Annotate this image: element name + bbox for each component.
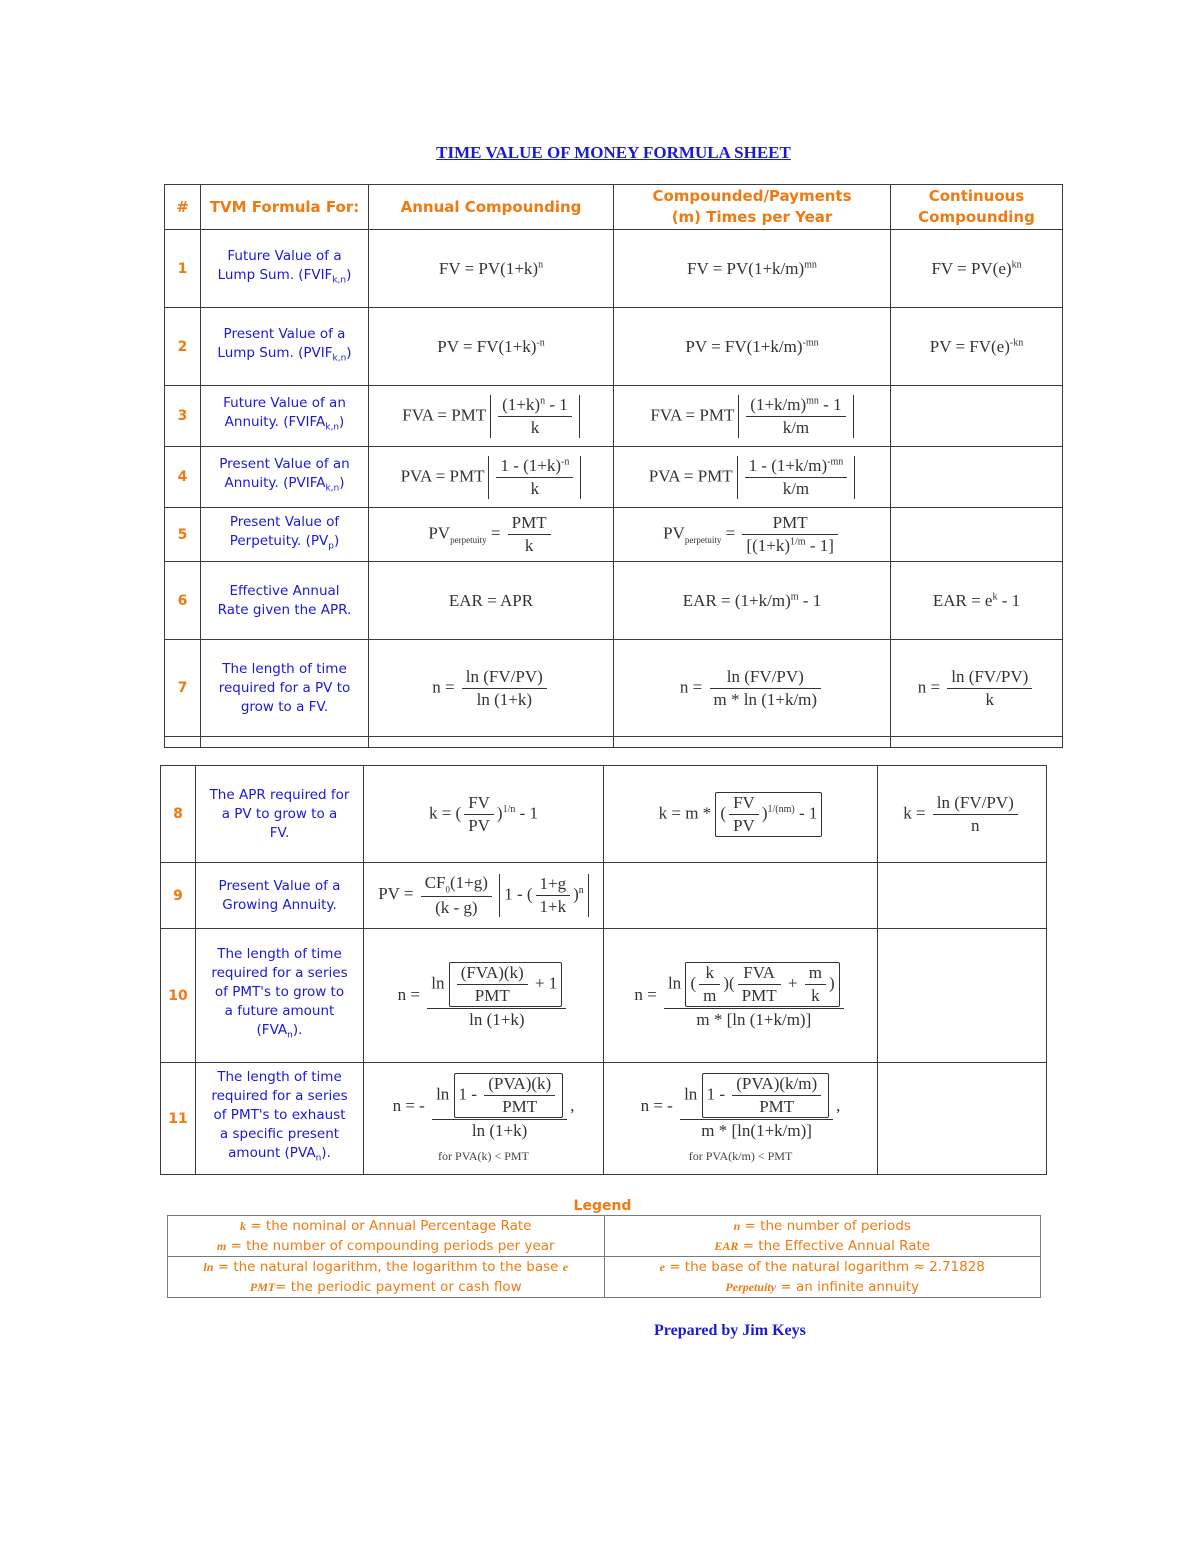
header-continuous: Continuous Compounding xyxy=(891,185,1063,230)
row-description: Present Value of a Growing Annuity. xyxy=(196,863,364,929)
legend-cell-k-m: k = the nominal or Annual Percentage Rate m = the number of compounding periods per year xyxy=(168,1216,605,1257)
table-row xyxy=(165,562,1063,640)
formula-annual: k = ( $\frac{FV}{PV}$ )$^{1/n}$ - 1 xyxy=(364,766,604,863)
formula-annual: PV = $\frac{CF_0(1+g)}{(k - g)}$ 1 - ( $\frac{1+g}{1+k}$ )$^n$ xyxy=(364,863,604,929)
row-description: Present Value of an Annuity. $(PVIFA_{k,n})$ xyxy=(201,447,369,508)
formula-m-times-empty xyxy=(604,863,878,929)
row-description: The length of time required for a PV to grow to a FV. xyxy=(201,640,369,737)
legend-cell-ln-pmt: ln = the natural logarithm, the logarithm to the base e PMT= the periodic payment or cash flow xyxy=(168,1257,605,1298)
row-description: Future Value of a Lump Sum. $(FVIF_{k,n})$ xyxy=(201,230,369,308)
formula-continuous-empty xyxy=(878,863,1047,929)
row-description: Present Value of Perpetuity. $(PV_p)$ xyxy=(201,508,369,562)
formula-m-times: n = ln ( $\frac{k}{m}$ )( $\frac{\text{FVA}}{\text{PMT}}$ + $\frac{m}{k}$ ) m * [ln (1+k/m)] xyxy=(604,929,878,1063)
formula-continuous-empty xyxy=(891,386,1063,447)
row-number: 1 xyxy=(165,230,201,308)
formula-annual: PV = $FV(1+k)^{-n}$ xyxy=(369,308,614,386)
row-description: Future Value of an Annuity. $(FVIFA_{k,n})$ xyxy=(201,386,369,447)
row-number: 10 xyxy=(161,929,196,1063)
row-number: 5 xyxy=(165,508,201,562)
row-number: 4 xyxy=(165,447,201,508)
header-m-times: Compounded/Payments (m) Times per Year xyxy=(614,185,891,230)
row-description: The length of time required for a series of PMT's to grow to a future amount $(FVA_n)$. xyxy=(196,929,364,1063)
table-row xyxy=(165,508,1063,562)
formula-m-times: FVA = PMT $\frac{(1+k/m)^{mn} - 1}{k/m}$ xyxy=(614,386,891,447)
formula-annual: FV = $PV(1+k)^n$ xyxy=(369,230,614,308)
table-row xyxy=(165,386,1063,447)
formula-continuous-empty xyxy=(878,929,1047,1063)
formula-annual: n = - ln 1 - $\frac{\text{(PVA)(k)}}{\text{PMT}}$ ln (1+k) , for PVA(k) < PMT xyxy=(364,1063,604,1175)
condition-annual: for PVA(k) < PMT xyxy=(438,1149,529,1163)
row-description: Effective Annual Rate given the APR. xyxy=(201,562,369,640)
row-number: 2 xyxy=(165,308,201,386)
formula-table-top xyxy=(164,184,1063,748)
formula-annual: EAR = APR xyxy=(369,562,614,640)
table-row xyxy=(165,640,1063,737)
legend-cell-n-ear: n = the number of periods EAR = the Effective Annual Rate xyxy=(604,1216,1041,1257)
row-number: 9 xyxy=(161,863,196,929)
formula-m-times: PV = $FV(1+k/m)^{-mn}$ xyxy=(614,308,891,386)
row-description: Present Value of a Lump Sum. $(PVIF_{k,n})$ xyxy=(201,308,369,386)
formula-m-times: FV = $PV(1+k/m)^{mn}$ xyxy=(614,230,891,308)
row-number: 11 xyxy=(161,1063,196,1175)
formula-continuous: FV = $PV(e)^{kn}$ xyxy=(891,230,1063,308)
row-number: 8 xyxy=(161,766,196,863)
formula-continuous-empty xyxy=(891,447,1063,508)
table-row xyxy=(165,230,1063,308)
formula-m-times: n = $\frac{\ln (FV/PV)}{m * \ln (1+k/m)}$ xyxy=(614,640,891,737)
table-row xyxy=(165,447,1063,508)
formula-m-times: n = - ln 1 - $\frac{\text{(PVA)(k/m)}}{\text{PMT}}$ m * [ln(1+k/m)] , for PVA(k/m) < PMT xyxy=(604,1063,878,1175)
row-description: The length of time required for a series of PMT's to exhaust a specific present amount $(PVA_n)$. xyxy=(196,1063,364,1175)
formula-m-times: $PV_{perpetuity}$ = $\frac{\text{PMT}}{[(1+k)^{1/m} - 1]}$ xyxy=(614,508,891,562)
formula-annual: PVA = PMT $\frac{1 - (1+k)^{-n}}{k}$ xyxy=(369,447,614,508)
formula-continuous: PV = $FV(e)^{-kn}$ xyxy=(891,308,1063,386)
formula-annual: n = ln $\frac{\text{(FVA)(k)}}{\text{PMT}}$ + 1 ln (1+k) xyxy=(364,929,604,1063)
table-row xyxy=(161,929,1047,1063)
header-num: # xyxy=(165,185,201,230)
formula-continuous-empty xyxy=(891,508,1063,562)
formula-table-bottom xyxy=(160,765,1047,1175)
formula-continuous: k = $\frac{\ln (FV/PV)}{n}$ xyxy=(878,766,1047,863)
table-row xyxy=(165,308,1063,386)
formula-annual: $PV_{perpetuity}$ = $\frac{\text{PMT}}{k}$ xyxy=(369,508,614,562)
formula-m-times: EAR = $(1+k/m)^m - 1$ xyxy=(614,562,891,640)
page-title: TIME VALUE OF MONEY FORMULA SHEET xyxy=(436,143,791,162)
formula-continuous-empty xyxy=(878,1063,1047,1175)
row-number: 3 xyxy=(165,386,201,447)
table-row xyxy=(161,766,1047,863)
formula-continuous: n = $\frac{\ln (FV/PV)}{k}$ xyxy=(891,640,1063,737)
header-annual: Annual Compounding xyxy=(369,185,614,230)
formula-m-times: PVA = PMT $\frac{1 - (1+k/m)^{-mn}}{k/m}$ xyxy=(614,447,891,508)
header-row xyxy=(165,185,1063,230)
row-number: 6 xyxy=(165,562,201,640)
row-number: 7 xyxy=(165,640,201,737)
table-row xyxy=(161,1063,1047,1175)
row-description: The APR required for a PV to grow to a FV. xyxy=(196,766,364,863)
condition-m-times: for PVA(k/m) < PMT xyxy=(688,1149,793,1163)
formula-continuous: EAR = $e^k - 1$ xyxy=(891,562,1063,640)
table-stub-row xyxy=(165,737,1063,748)
formula-m-times: k = m * ( $\frac{FV}{PV}$ )$^{1/(nm)}$ - 1 xyxy=(604,766,878,863)
prepared-by: Prepared by Jim Keys xyxy=(654,1322,806,1339)
legend-cell-e-perpetuity: e = the base of the natural logarithm ≈ 2.71828 Perpetuity = an infinite annuity xyxy=(604,1257,1041,1298)
formula-annual: n = $\frac{\ln (FV/PV)}{\ln (1+k)}$ xyxy=(369,640,614,737)
header-formula-for: TVM Formula For: xyxy=(201,185,369,230)
legend-title: Legend xyxy=(573,1198,632,1214)
legend-table xyxy=(167,1215,1041,1298)
formula-annual: FVA = PMT $\frac{(1+k)^n - 1}{k}$ xyxy=(369,386,614,447)
table-row xyxy=(161,863,1047,929)
